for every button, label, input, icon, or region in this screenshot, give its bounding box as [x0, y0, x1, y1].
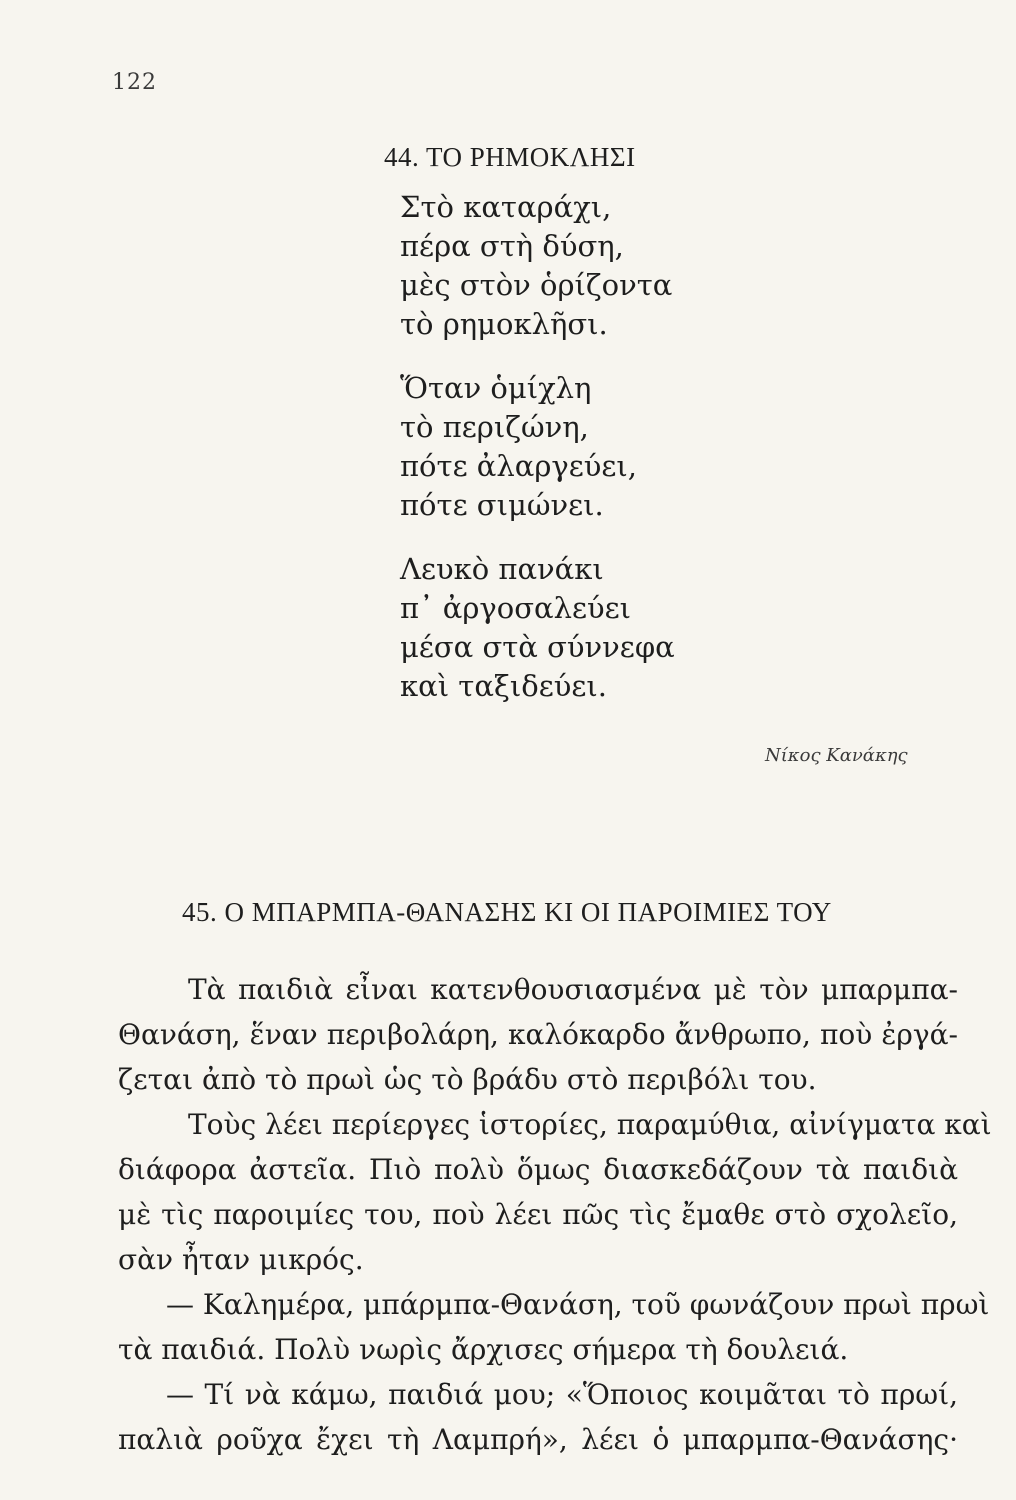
text-line: — Τί νὰ κάμω, παιδιά μου; «Ὅποιος κοιμᾶται τὸ πρωί,: [166, 1378, 958, 1411]
poem-line: τὸ περιζώνη,: [400, 410, 589, 444]
poem-line: Στὸ καταράχι,: [400, 190, 612, 224]
text-line: διάφορα ἀστεῖα. Πιὸ πολὺ ὅμως διασκεδάζουν τὰ παιδιὰ: [118, 1153, 958, 1186]
text-line: μὲ τὶς παροιμίες του, ποὺ λέει πῶς τὶς ἔμαθε στὸ σχολεῖο,: [118, 1198, 958, 1231]
text-line: ζεται ἀπὸ τὸ πρωὶ ὡς τὸ βράδυ στὸ περιβόλι του.: [118, 1063, 817, 1096]
text-line: — Καλημέρα, μπάρμπα-Θανάση, τοῦ φωνάζουν πρωὶ πρωὶ: [166, 1288, 990, 1321]
text-line: σὰν ἦταν μικρός.: [118, 1243, 364, 1276]
poem-line: μέσα στὰ σύννεφα: [400, 630, 675, 664]
page-number: 122: [112, 70, 157, 95]
poem-line: Ὅταν ὁμίχλη: [400, 371, 592, 405]
poem-stanza: [400, 188, 675, 344]
poem-line: πότε ἀλαργεύει,: [400, 449, 637, 483]
section-45-text: [118, 967, 992, 1462]
poem-stanza: [400, 550, 675, 706]
poem-author: Νίκος Κανάκης: [765, 745, 908, 766]
poem-line: πέρα στὴ δύση,: [400, 229, 624, 263]
text-line: Τοὺς λέει περίεργες ἱστορίες, παραμύθια, αἰνίγματα καὶ: [188, 1108, 992, 1141]
text-line: Θανάση, ἕναν περιβολάρη, καλόκαρδο ἄνθρωπο, ποὺ ἐργά-: [118, 1018, 958, 1051]
poem-line: π᾽ ἀργοσαλεύει: [400, 591, 632, 625]
poem-stanza: [400, 369, 675, 525]
poem-line: πότε σιμώνει.: [400, 488, 604, 522]
poem-line: καὶ ταξιδεύει.: [400, 669, 607, 703]
section-45-title: 45. Ο ΜΠΑΡΜΠΑ-ΘΑΝΑΣΗΣ ΚΙ ΟΙ ΠΑΡΟΙΜΙΕΣ ΤΟΥ: [182, 897, 832, 927]
poem-line: τὸ ρημοκλῆσι.: [400, 307, 608, 341]
text-line: τὰ παιδιά. Πολὺ νωρὶς ἄρχισες σήμερα τὴ δουλειά.: [118, 1333, 849, 1366]
text-line: παλιὰ ροῦχα ἔχει τὴ Λαμπρή», λέει ὁ μπαρμπα-Θανάσης·: [118, 1423, 958, 1456]
text-line: Τὰ παιδιὰ εἶναι κατενθουσιασμένα μὲ τὸν μπαρμπα-: [188, 973, 958, 1006]
section-44-title: 44. ΤΟ ΡΗΜΟΚΛΗΣΙ: [384, 142, 636, 172]
poem-line: μὲς στὸν ὁρίζοντα: [400, 268, 673, 302]
poem: [400, 188, 675, 706]
poem-line: Λευκὸ πανάκι: [400, 552, 604, 586]
